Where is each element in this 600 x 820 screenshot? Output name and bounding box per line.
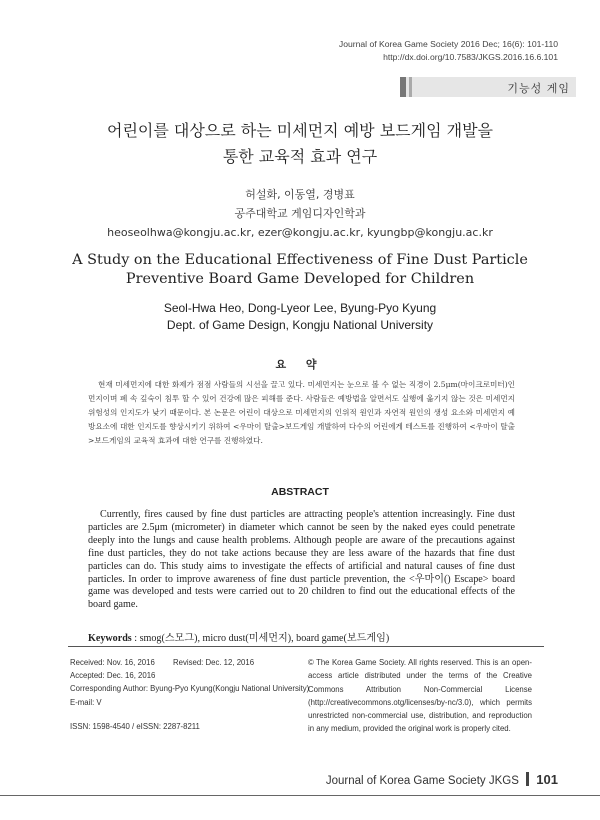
footnote-divider [68, 646, 544, 647]
section-tag-label: 기능성 게임 [507, 82, 570, 95]
authors-korean [0, 185, 600, 242]
revised-date: Revised: Dec. 12, 2016 [172, 658, 255, 667]
author-email: E-mail: V [70, 697, 102, 707]
meta-spacer [70, 709, 310, 720]
page-footer [326, 772, 558, 787]
received-revised-line [70, 656, 310, 669]
footer-journal: Journal of Korea Game Society JKGS [325, 775, 519, 787]
author-names-korean: 허설화, 이동열, 경병표 [245, 188, 355, 201]
title-korean-line1: 어린이를 대상으로 하는 미세먼지 예방 보드게임 개발을 [106, 121, 493, 140]
keywords-text: smog(스모그), micro dust(미세먼지), board game(보드게임) [139, 633, 390, 644]
received-date: Received: Nov. 16, 2016 [70, 658, 155, 667]
keywords-colon: : [134, 633, 140, 644]
doi-link[interactable]: http://dx.doi.org/10.7583/JKGS.2016.16.6.101 [383, 52, 558, 62]
title-korean [0, 118, 600, 170]
corresponding-author: Corresponding Author: Byung-Pyo Kyung(Kongju National University) [70, 684, 310, 694]
title-korean-line2: 통한 교육적 효과 연구 [222, 147, 378, 166]
accepted-date: Accepted: Dec. 16, 2016 [70, 671, 156, 681]
footer-separator [526, 772, 529, 786]
keywords-label: Keywords [88, 633, 132, 644]
footer-rule [0, 795, 600, 796]
author-names-english: Seol-Hwa Heo, Dong-Lyeor Lee, Byung-Pyo Kyung [163, 301, 437, 315]
authors-english [0, 300, 600, 334]
title-english-line1: A Study on the Educational Effectiveness of Fine Dust Particle [72, 252, 528, 268]
keywords [88, 629, 528, 644]
article-meta [70, 656, 310, 733]
copyright-notice: © The Korea Game Society. All rights reserved. This is an open-access article distributed under the terms of the Creative Commons Attribution Non-Commercial License (http://creativecommons.otg/licenses/by-nc/3.0), which permits unrestricted non-commercial use, distribution, and reproduction in any medium, provided the original work is properly cited. [308, 658, 532, 734]
abstract-korean-text: 현재 미세먼지에 대한 화제가 점점 사람들의 시선을 끌고 있다. 미세먼지는 눈으로 볼 수 없는 직경이 2.5μm(마이크로미터)인 먼지이며 폐 속 깊숙이 침투 할 수 있어 건강에 많은 피해를 준다. 사람들은 예방법을 알면서도 실행에 옮기지 않는 것은 미세먼지 위험성의 인지도가 낮기 때문이다. 본 논문은 어린이 대상으로 미세먼지의 인위적 원인과 자연적 원인의 생성 요소와 미세먼지 예방요소에 대한 인지도를 향상시키기 위하여 <우마이 탈출>보드게임 개발하여 다수의 어린에게 테스트를 진행하여 <우마이 탈출>보드게임의 교육적 효과에 대한 연구를 진행하였다. [88, 380, 515, 446]
author-emails: heoseolhwa@kongju.ac.kr, ezer@kongju.ac.kr, kyungbp@kongju.ac.kr [107, 226, 493, 239]
affiliation-korean: 공주대학교 게임디자인학과 [234, 207, 366, 220]
affiliation-english: Dept. of Game Design, Kongju National University [166, 318, 434, 332]
page-number: 101 [536, 772, 558, 787]
abstract-korean-heading: 요 약 [275, 358, 325, 371]
title-english [0, 251, 600, 289]
journal-citation: Journal of Korea Game Society 2016 Dec; 16(6): 101-110 [338, 39, 558, 49]
issn: ISSN: 1598-4540 / eISSN: 2287-8211 [70, 721, 200, 731]
abstract-english-heading: ABSTRACT [271, 486, 329, 498]
abstract-english-text: Currently, fires caused by fine dust particles are attracting people's attention increasingly. Fine dust particles are 2.5μm (micrometer) in diameter which cannot be seen by the naked eyes could penetrate deeply into the lungs and cause health problems. Although people are aware of the precautions against fine dust particles, they do not take actions because they are less aware of the hazards that fine dust particles can do. This study aims to investigate the effects of artificial and natural causes of fine dust particles. In order to improve awareness of fine dust particle prevention, the <우마이() Escape> board game was developed and tests were carried out to 20 children to find out the educational effects of the board game. [88, 509, 515, 611]
title-english-line2: Preventive Board Game Developed for Children [125, 271, 475, 287]
journal-header [339, 38, 558, 64]
section-tag [400, 77, 576, 97]
